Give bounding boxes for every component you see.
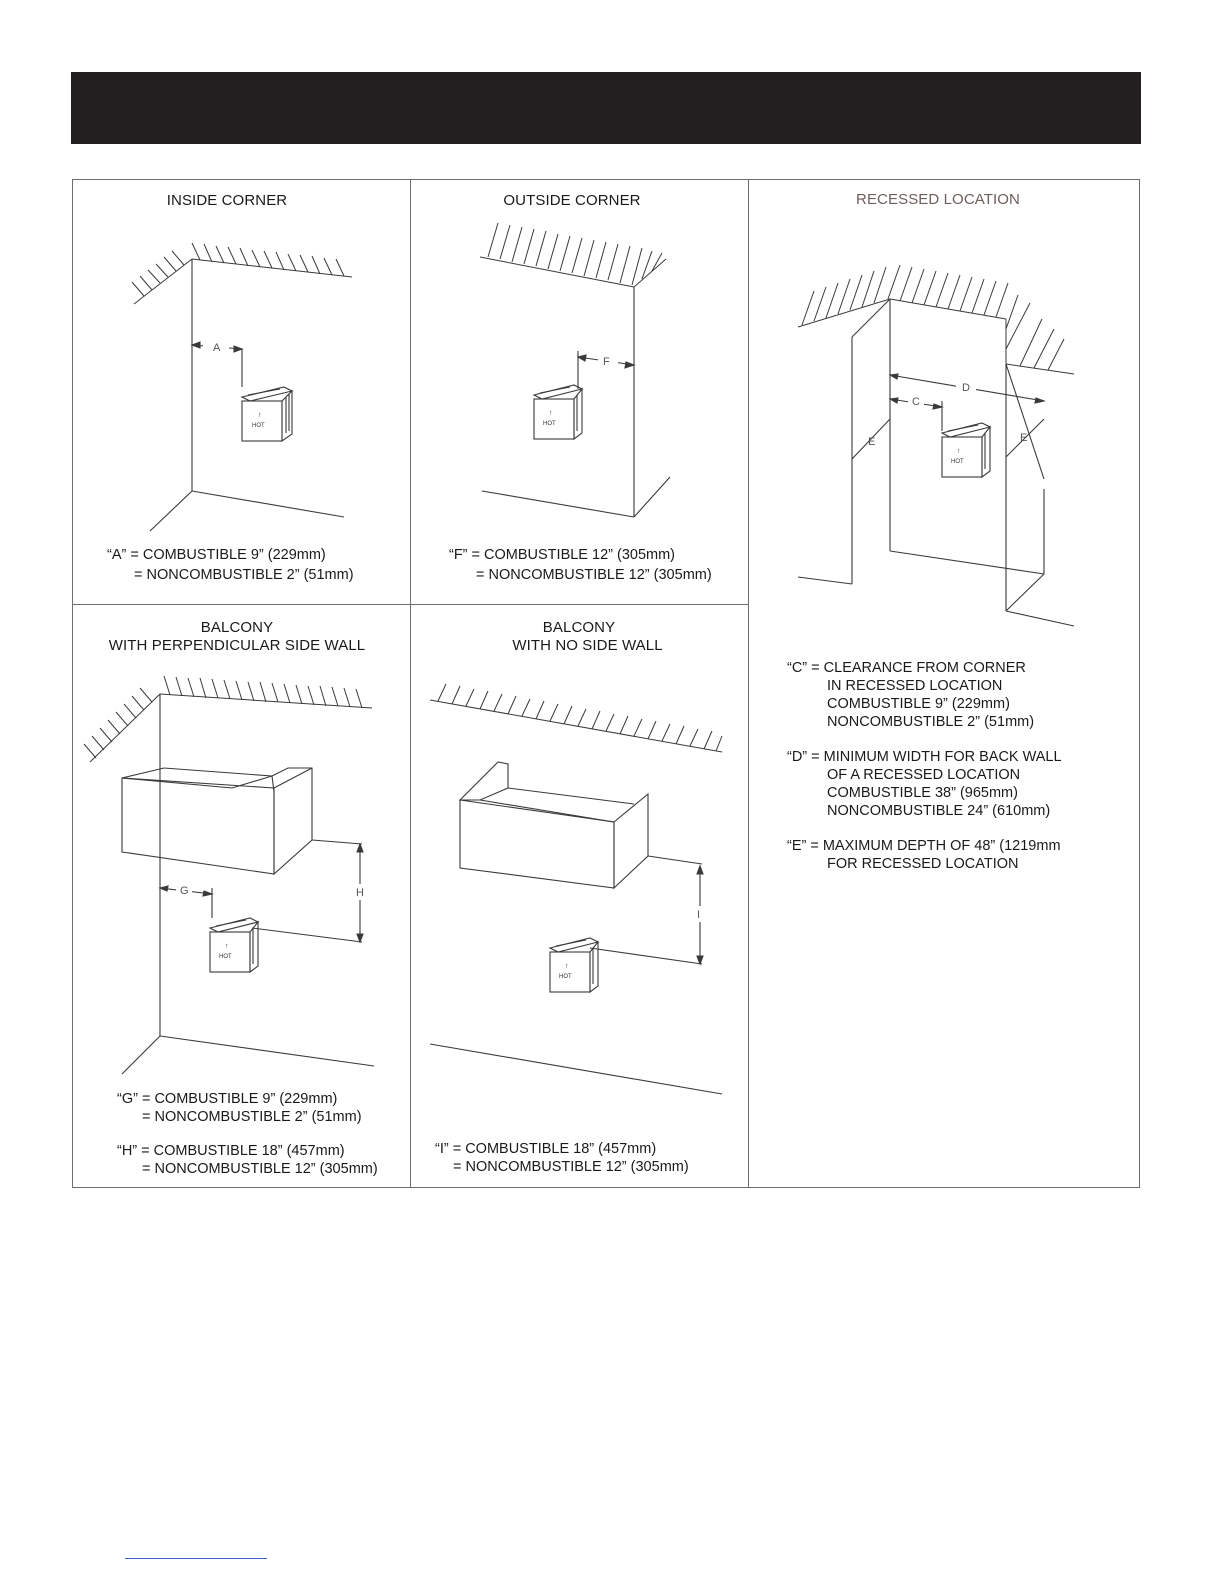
note-a-line1: “A” = COMBUSTIBLE 9” (229mm) [107, 547, 326, 563]
recessed-diagram [748, 179, 1140, 649]
vent-terminal [242, 387, 292, 441]
note-h-line2: = NONCOMBUSTIBLE 12” (305mm) [142, 1161, 378, 1177]
note-e-line2: FOR RECESSED LOCATION [827, 856, 1019, 872]
hot-label: HOT [219, 954, 232, 960]
outside-corner-diagram [410, 179, 748, 604]
note-i-line1: “I” = COMBUSTIBLE 18” (457mm) [435, 1141, 657, 1157]
note-d-line4: NONCOMBUSTIBLE 24” (610mm) [827, 803, 1051, 819]
balcony-side-title-2: WITH PERPENDICULAR SIDE WALL [108, 637, 366, 654]
note-f-line2: = NONCOMBUSTIBLE 12” (305mm) [476, 567, 712, 583]
balcony-side-title-1: BALCONY [200, 619, 274, 636]
hot-label: HOT [252, 423, 265, 429]
dim-a-label: A [213, 342, 221, 354]
ceiling-hatch [798, 265, 1074, 374]
hot-label: HOT [951, 459, 964, 465]
dim-e-left-label: E [868, 436, 876, 448]
header-bar [71, 72, 1141, 144]
dim-e-right-label: E [1020, 432, 1028, 444]
vent-terminal [210, 918, 258, 972]
up-arrow-icon: ↑ [225, 943, 229, 950]
dim-d-label: D [962, 382, 970, 394]
ceiling-hatch [84, 676, 372, 762]
balcony-no-side-title-1: BALCONY [542, 619, 616, 636]
dim-f-label: F [603, 356, 610, 368]
note-d-line3: COMBUSTIBLE 38” (965mm) [827, 785, 1018, 801]
up-arrow-icon: ↑ [258, 412, 262, 419]
ceiling-hatch [132, 243, 352, 304]
inside-corner-title: INSIDE CORNER [166, 192, 288, 209]
recessed-title: RECESSED LOCATION [856, 191, 1020, 208]
note-a-line2: = NONCOMBUSTIBLE 2” (51mm) [134, 567, 354, 583]
note-f-line1: “F” = COMBUSTIBLE 12” (305mm) [449, 547, 675, 563]
up-arrow-icon: ↑ [565, 963, 569, 970]
note-e-line1: “E” = MAXIMUM DEPTH OF 48” (1219mm [787, 838, 1061, 854]
note-c-line3: COMBUSTIBLE 9” (229mm) [827, 696, 1010, 712]
dim-h-label: H [356, 887, 364, 899]
ceiling-hatch [430, 684, 722, 752]
vent-terminal [534, 385, 582, 439]
balcony-side-diagram [72, 604, 410, 1084]
note-c-line2: IN RECESSED LOCATION [827, 678, 1003, 694]
up-arrow-icon: ↑ [957, 448, 961, 455]
note-d-line2: OF A RECESSED LOCATION [827, 767, 1021, 783]
vent-terminal [550, 938, 598, 992]
note-c-line4: NONCOMBUSTIBLE 2” (51mm) [827, 714, 1035, 730]
note-g-line2: = NONCOMBUSTIBLE 2” (51mm) [142, 1109, 362, 1125]
note-h-line1: “H” = COMBUSTIBLE 18” (457mm) [117, 1143, 345, 1159]
note-d-line1: “D” = MINIMUM WIDTH FOR BACK WALL [787, 749, 1062, 765]
dim-i-label: I [697, 909, 701, 921]
outside-corner-title: OUTSIDE CORNER [503, 192, 641, 209]
dim-g-label: G [180, 885, 189, 897]
note-c-line1: “C” = CLEARANCE FROM CORNER [787, 660, 1026, 676]
balcony-no-side-title-2: WITH NO SIDE WALL [512, 637, 663, 654]
balcony-no-side-diagram [410, 604, 748, 1084]
vent-terminal [942, 423, 990, 477]
dim-c-label: C [912, 396, 920, 408]
footer-underline [125, 1558, 267, 1559]
hot-label: HOT [543, 421, 556, 427]
note-g-line1: “G” = COMBUSTIBLE 9” (229mm) [117, 1091, 338, 1107]
hot-label: HOT [559, 974, 572, 980]
ceiling-hatch [480, 223, 666, 287]
inside-corner-diagram [72, 179, 410, 604]
note-i-line2: = NONCOMBUSTIBLE 12” (305mm) [453, 1159, 689, 1175]
up-arrow-icon: ↑ [549, 410, 553, 417]
